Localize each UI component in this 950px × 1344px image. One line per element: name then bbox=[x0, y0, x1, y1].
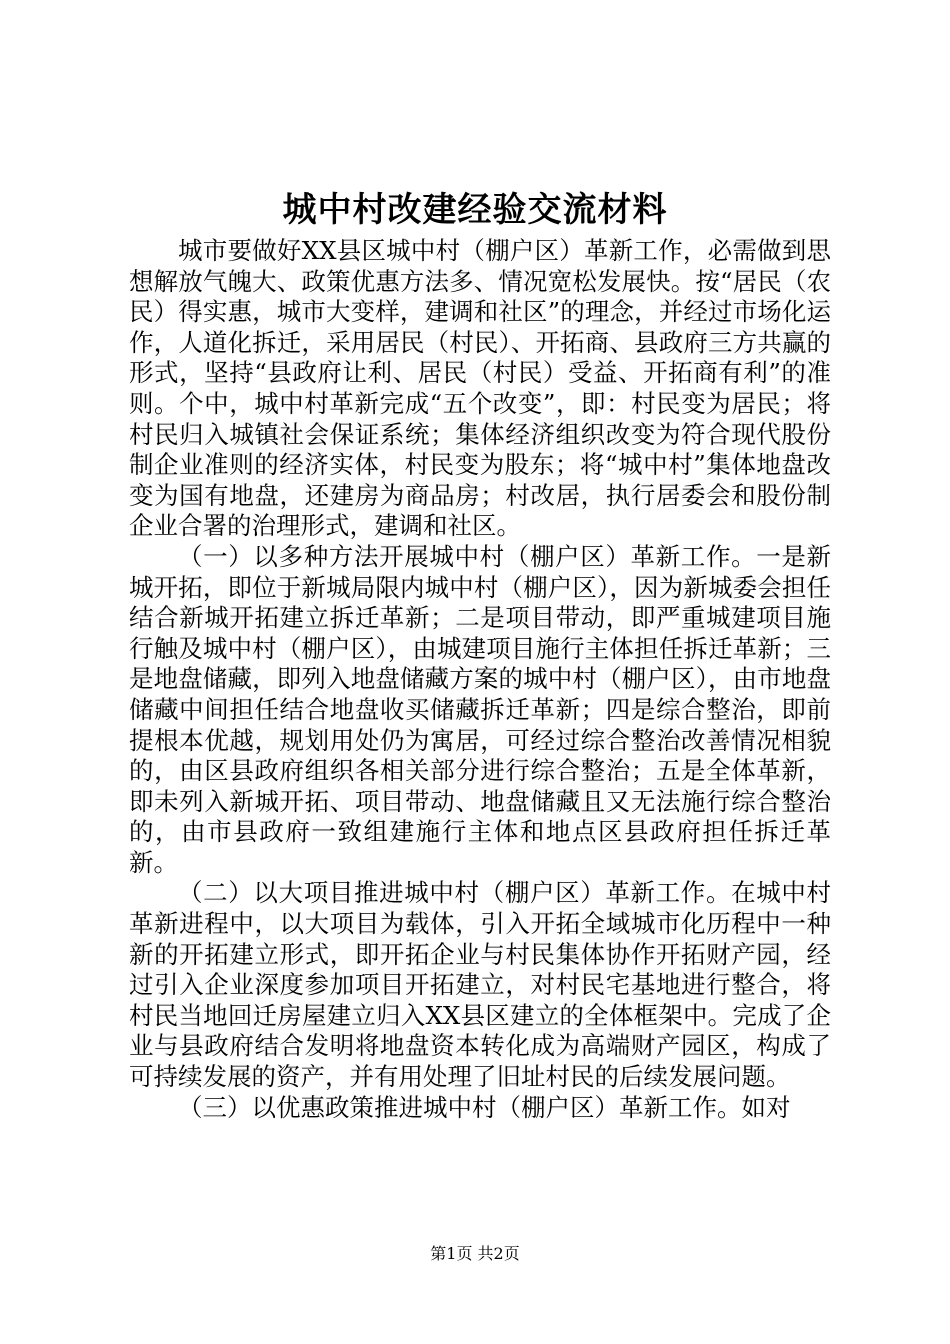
paragraph-intro: 城市要做好XX县区城中村（棚户区）革新工作，必需做到思想解放气魄大、政策优惠方法多、情况宽松发展快。按“居民（农民）得实惠，城市大变样，建调和社区”的理念，并经过市场化运作，人道化拆迁，采用居民（村民）、开拓商、县政府三方共赢的形式，坚持“县政府让利、居民（村民）受益、开拓商有利”的准则。个中，城中村革新完成“五个改变”，即：村民变为居民；将村民归入城镇社会保证系统；集体经济组织改变为符合现代股份制企业准则的经济实体，村民变为股东；将“城中村”集体地盘改变为国有地盘，还建房为商品房；村改居，执行居委会和股份制企业合署的治理形式，建调和社区。 bbox=[129, 236, 831, 541]
page-footer: 第1页 共2页 bbox=[430, 1244, 520, 1263]
document-title: 城中村改建经验交流材料 bbox=[282, 190, 668, 230]
paragraph-section-2: （二）以大项目推进城中村（棚户区）革新工作。在城中村革新进程中，以大项目为载体，引入开拓全域城市化历程中一种新的开拓建立形式，即开拓企业与村民集体协作开拓财产园，经过引入企业深度参加项目开拓建立，对村民宅基地进行整合，将村民当地回迁房屋建立归入XX县区建立的全体框架中。完成了企业与县政府结合发明将地盘资本转化成为高端财产园区，构成了可持续发展的资产，并有用处理了旧址村民的后续发展问题。 bbox=[129, 878, 831, 1092]
paragraph-section-3: （三）以优惠政策推进城中村（棚户区）革新工作。如对 bbox=[178, 1092, 791, 1122]
paragraph-section-1: （一）以多种方法开展城中村（棚户区）革新工作。一是新城开拓，即位于新城局限内城中村（棚户区），因为新城委会担任结合新城开拓建立拆迁革新；二是项目带动，即严重城建项目施行触及城中村（棚户区），由城建项目施行主体担任拆迁革新；三是地盘储藏，即列入地盘储藏方案的城中村（棚户区），由市地盘储藏中间担任结合地盘收买储藏拆迁革新；四是综合整治，即前提根本优越，规划用处仍为寓居，可经过综合整治改善情况相貌的，由区县政府组织各相关部分进行综合整治；五是全体革新，即未列入新城开拓、项目带动、地盘储藏且又无法施行综合整治的，由市县政府一致组建施行主体和地点区县政府担任拆迁革新。 bbox=[129, 541, 831, 877]
document-body bbox=[129, 236, 831, 1123]
